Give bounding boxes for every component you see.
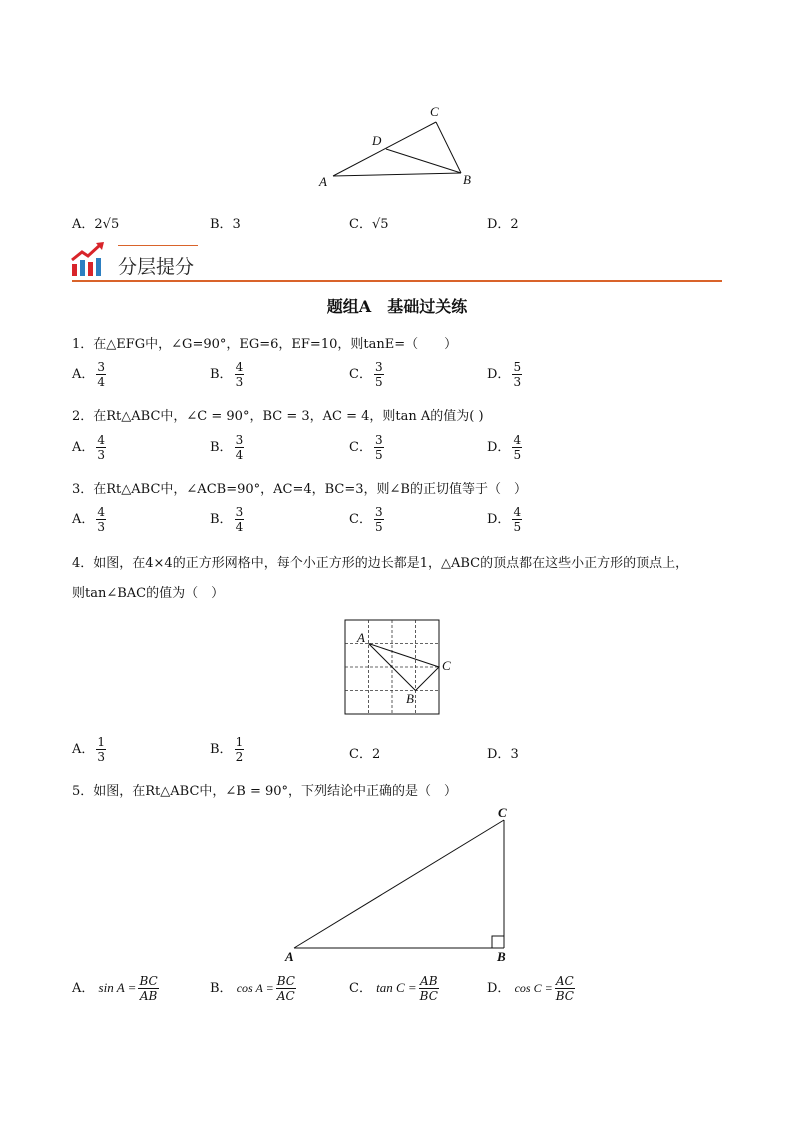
q2-option-a: A． $\frac{4}{3}$ — [72, 433, 106, 462]
q3-option-b: B． $\frac{3}{4}$ — [210, 505, 244, 534]
q2-option-b: B． $\frac{3}{4}$ — [210, 433, 244, 462]
q1-option-d: D． $\frac{5}{3}$ — [487, 360, 522, 389]
section-top-rule — [118, 245, 198, 246]
top-option-d: D．2 — [487, 217, 519, 232]
q4-option-a: A． $\frac{1}{3}$ — [72, 735, 106, 764]
q4-label-b: B — [406, 691, 414, 706]
group-title: 题组A 基础过关练 — [326, 297, 468, 316]
section-divider — [72, 280, 722, 282]
q4-stem-line2: 则tan∠BAC的值为（ ） — [72, 586, 225, 601]
q2-option-d: D． $\frac{4}{5}$ — [487, 433, 522, 462]
q5-option-a: A． sin A = $\frac{BC}{AB}$ — [72, 974, 158, 1003]
q4-option-b: B． $\frac{1}{2}$ — [210, 735, 244, 764]
label-b: B — [463, 172, 471, 187]
q3-option-d: D． $\frac{4}{5}$ — [487, 505, 522, 534]
top-option-c: C．√5 — [349, 217, 389, 232]
top-triangle-figure — [310, 100, 490, 195]
q5-triangle-figure — [280, 800, 520, 970]
q3-stem: 3．在Rt△ABC中，∠ACB=90°，AC=4，BC=3，则∠B的正切值等于（ ） — [72, 482, 527, 497]
chart-growth-icon — [70, 240, 108, 278]
q5-option-b: B． cos A = $\frac{BC}{AC}$ — [210, 974, 295, 1003]
q2-stem: 2．在Rt△ABC中，∠C = 90°，BC = 3，AC = 4，则tan A的值为( ) — [72, 409, 484, 424]
top-option-b: B．3 — [210, 217, 241, 232]
section-title: 分层提分 — [118, 256, 195, 278]
label-c: C — [430, 104, 439, 119]
label-a: A — [319, 174, 327, 189]
q1-option-b: B． $\frac{4}{3}$ — [210, 360, 244, 389]
q3-option-a: A． $\frac{4}{3}$ — [72, 505, 106, 534]
q3-option-c: C． $\frac{3}{5}$ — [349, 505, 383, 534]
q1-stem: 1．在△EFG中，∠G=90°，EG=6，EF=10，则tanE=（ ） — [72, 337, 458, 352]
top-option-a: A．2√5 — [72, 217, 120, 232]
q4-stem-line1: 4．如图，在4×4的正方形网格中，每个小正方形的边长都是1，△ABC的顶点都在这些小正方形的顶点上， — [72, 556, 689, 571]
q4-label-a: A — [357, 630, 365, 645]
label-d: D — [372, 133, 382, 148]
q4-option-d: D．3 — [487, 747, 519, 762]
q4-label-c: C — [442, 658, 451, 673]
q5-label-a: A — [285, 949, 294, 964]
q5-label-b: B — [497, 949, 506, 964]
q4-option-c: C．2 — [349, 747, 381, 762]
q1-option-a: A． $\frac{3}{4}$ — [72, 360, 106, 389]
q5-option-d: D． cos C = $\frac{AC}{BC}$ — [487, 974, 574, 1003]
q1-option-c: C． $\frac{3}{5}$ — [349, 360, 383, 389]
q4-grid-figure — [338, 613, 458, 721]
q5-option-c: C． tan C = $\frac{AB}{BC}$ — [349, 974, 438, 1003]
q5-label-c: C — [498, 805, 507, 820]
q2-option-c: C． $\frac{3}{5}$ — [349, 433, 383, 462]
q5-stem: 5．如图，在Rt△ABC中，∠B = 90°，下列结论中正确的是（ ） — [72, 784, 458, 799]
